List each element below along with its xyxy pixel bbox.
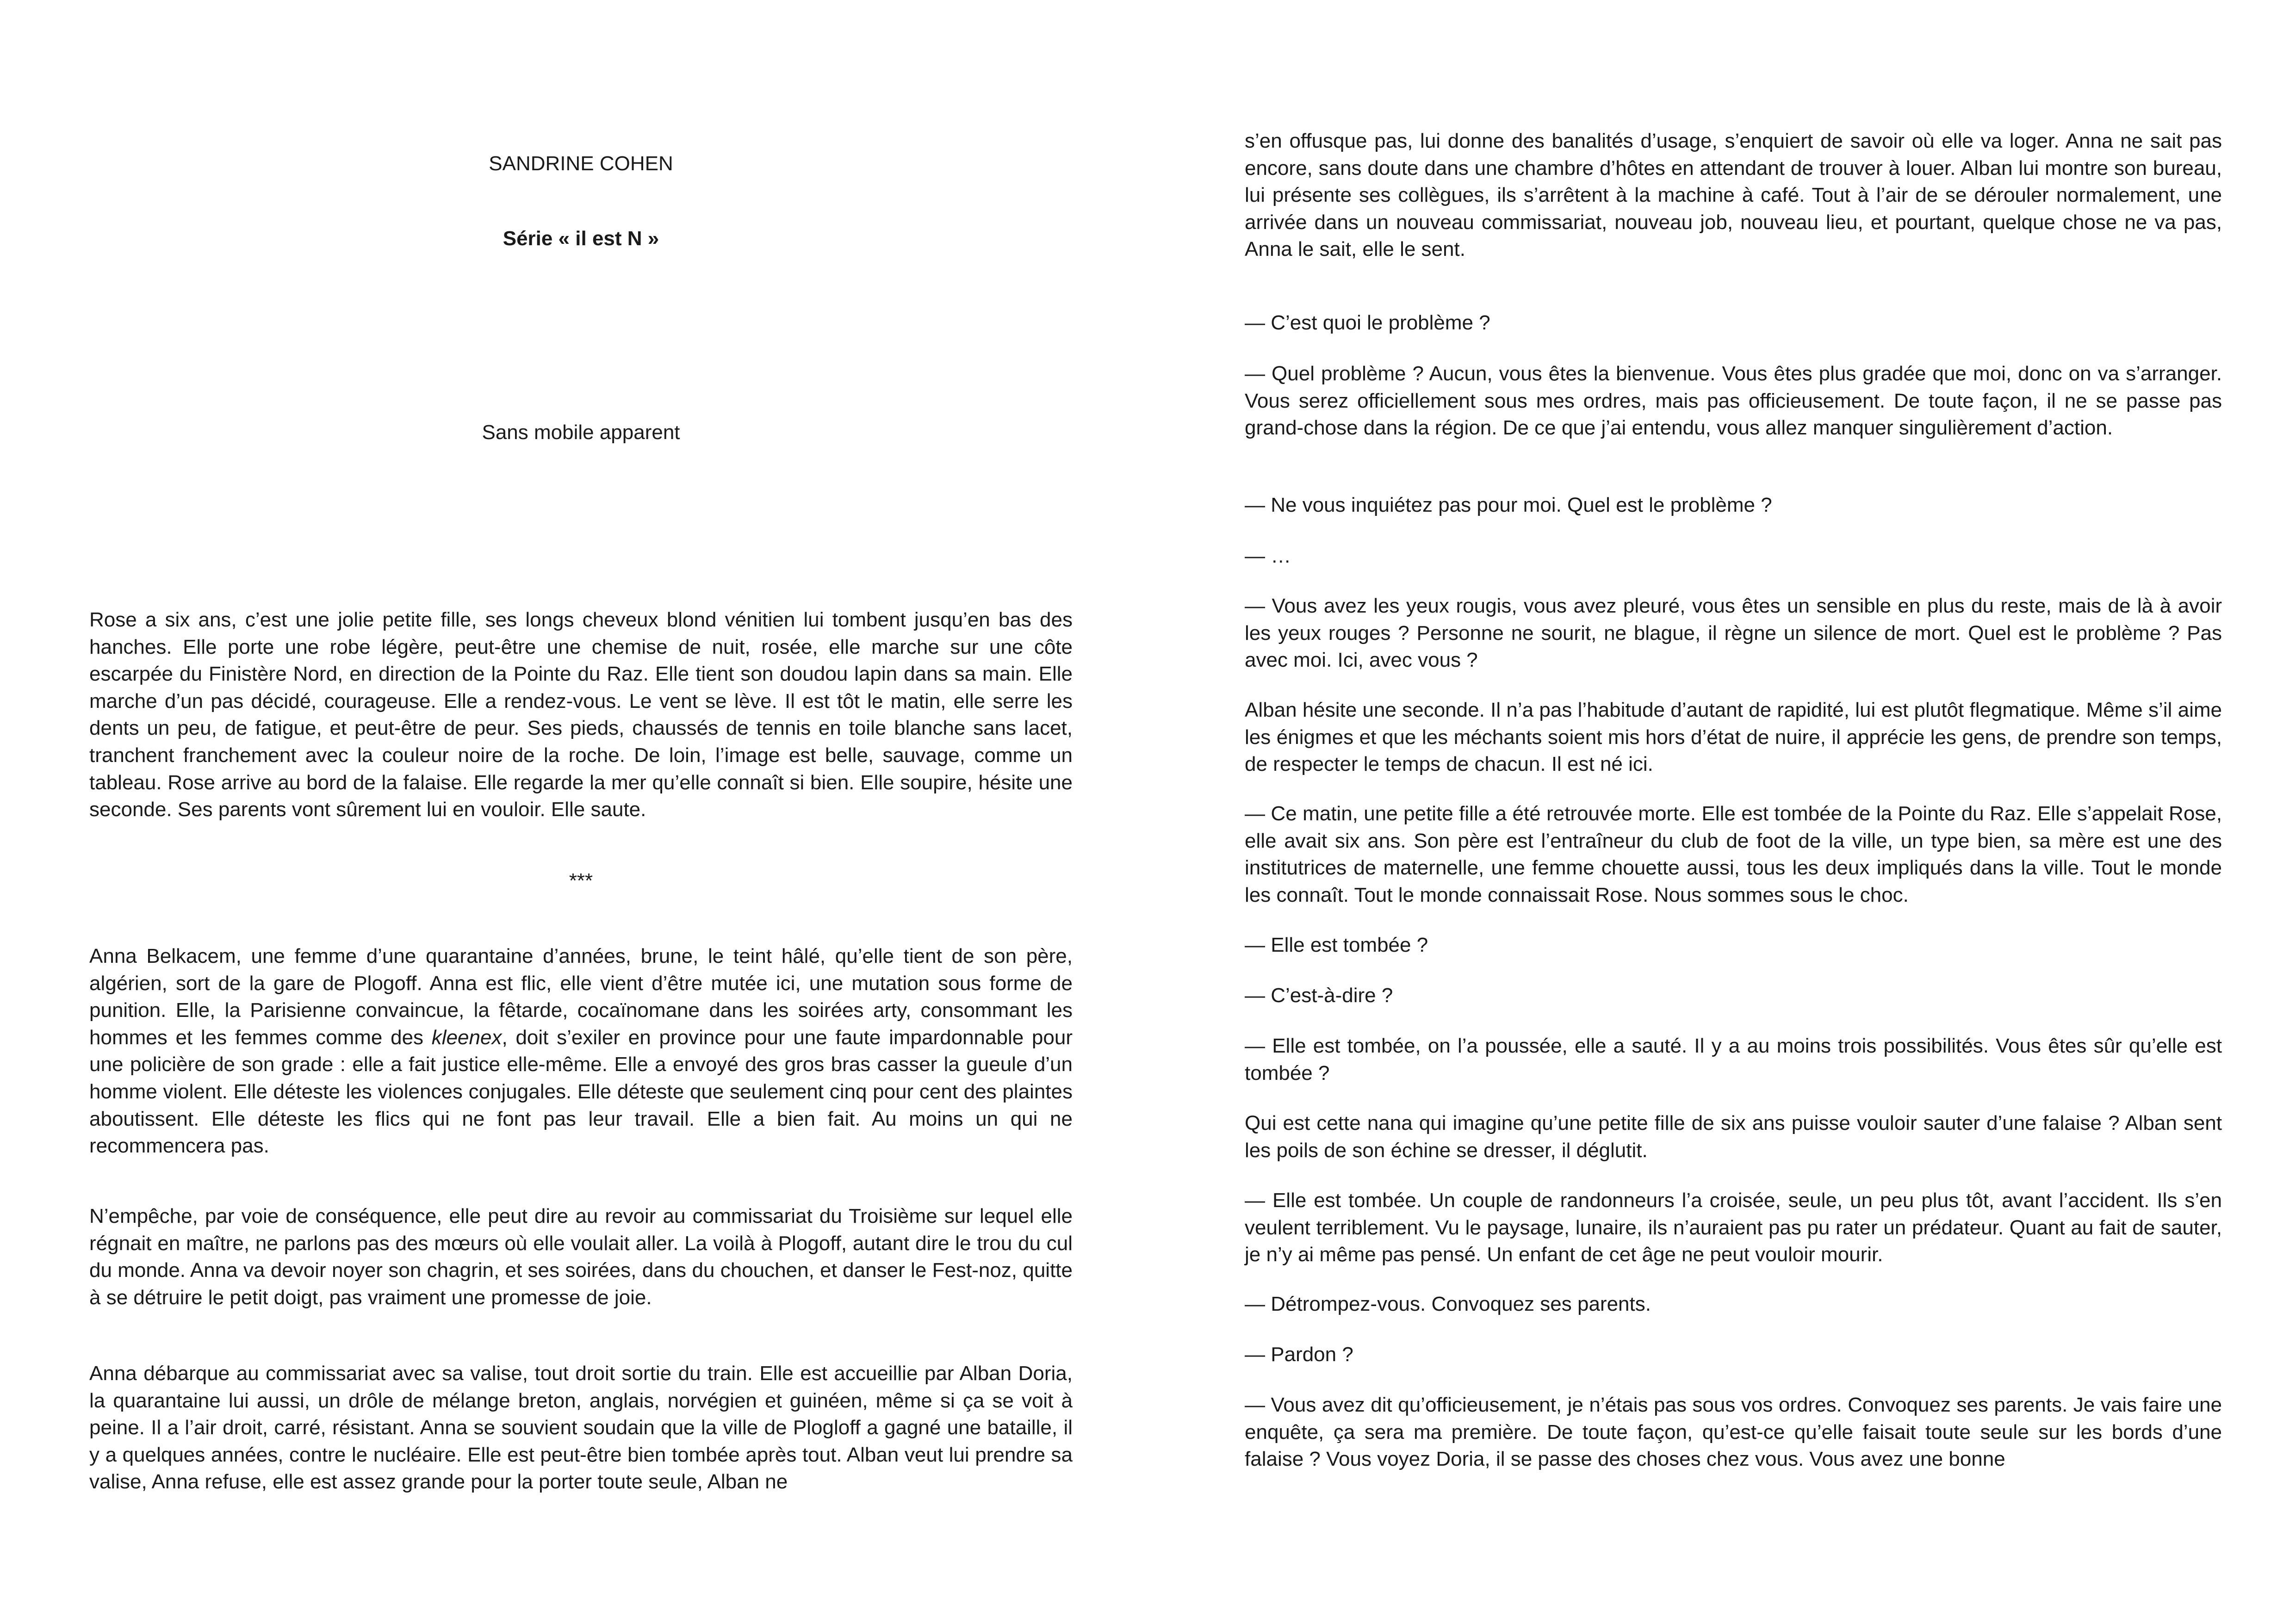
paragraph-1: s’en offusque pas, lui donne des banalités d’usage, s’enquiert de savoir où elle va loger. Anna ne sait pas encore, sans doute dans une chambre d’hôtes en attendant de trouver à louer. Alban lui montre son bureau, lui présente ses collègues, ils s’arrêtent à la machine à café. Tout à l’air de se dérouler normalement, une arrivée dans un nouveau commissariat, nouveau job, nouveau lieu, et pourtant, quelque chose ne va pas, Anna le sait, elle le sent.: [1245, 130, 2222, 261]
dialogue-line-11: — Détrompez-vous. Convoquez ses parents.: [1245, 1293, 1651, 1315]
dialogue-line-4: — …: [1245, 545, 1291, 567]
section-separator: ***: [569, 869, 593, 892]
dialogue-line-10: — Elle est tombée. Un couple de randonneurs l’a croisée, seule, un peu plus tôt, avant l’accident. Ils s’en veulent terriblement. Vu le paysage, lunaire, ils n’auraient pas pu rater un prédateur. Quant au fait de sauter, je n’y ai même pas pensé. Un enfant de cet âge ne peut vouloir mourir.: [1245, 1189, 2222, 1266]
dialogue-line-9: — Elle est tombée, on l’a poussée, elle a sauté. Il y a au moins trois possibilités. Vous êtes sûr qu’elle est tombée ?: [1245, 1035, 2222, 1084]
dialogue-line-1: — C’est quoi le problème ?: [1245, 311, 1490, 334]
book-title: Sans mobile apparent: [482, 421, 680, 444]
dialogue-line-3: — Ne vous inquiétez pas pour moi. Quel est le problème ?: [1245, 494, 1772, 516]
dialogue-line-13: — Vous avez dit qu’officieusement, je n’étais pas sous vos ordres. Convoquez ses parents. Je vais faire une enquête, ça sera ma première. De toute façon, qu’est-ce qu’elle faisait toute seule sur les bords d’une falaise ? Vous voyez Doria, il se passe des choses chez vous. Vous avez une bonne: [1245, 1394, 2222, 1471]
dialogue-line-5: — Vous avez les yeux rougis, vous avez pleuré, vous êtes un sensible en plus du reste, mais de là à avoir les yeux rouges ? Personne ne sourit, ne blague, il règne un silence de mort. Quel est le problème ? Pas avec moi. Ici, avec vous ?: [1245, 595, 2222, 672]
dialogue-line-8: — C’est-à-dire ?: [1245, 984, 1393, 1007]
dialogue-line-12: — Pardon ?: [1245, 1343, 1353, 1366]
paragraph-anna-part-2: , doit s’exiler en province pour une faute impardonnable pour une policière de son grade : elle a fait justice elle-même. Elle a envoyé des gros bras casser la gueule d’un homme violent. Elle déteste les violences conjugales. Elle déteste que seulement cinq pour cent des plaintes aboutissent. Elle déteste les flics qui ne font pas leur travail. Elle a bien fait. Au moins un qui ne recommencera pas.: [89, 1026, 1073, 1158]
paragraph-debarque: Anna débarque au commissariat avec sa valise, tout droit sortie du train. Elle est accueillie par Alban Doria, la quarantaine lui aussi, un drôle de mélange breton, anglais, norvégien et guinéen, même si ça se voit à peine. Il a l’air droit, carré, résistant. Anna se souvient soudain que la ville de Plogloff a gagné une bataille, il y a quelques années, contre le nucléaire. Elle est peut-être bien tombée après tout. Alban veut lui prendre sa valise, Anna refuse, elle est assez grande pour la porter toute seule, Alban ne: [89, 1362, 1073, 1493]
dialogue-line-7: — Elle est tombée ?: [1245, 934, 1428, 956]
paragraph-anna: [89, 943, 1073, 1160]
paragraph-nempeche: N’empêche, par voie de conséquence, elle peut dire au revoir au commissariat du Troisième sur lequel elle régnait en maître, ne parlons pas des mœurs où elle voulait aller. La voilà à Plogoff, autant dire le trou du cul du monde. Anna va devoir noyer son chagrin, et ses soirées, dans du chouchen, et danser le Fest-noz, quitte à se détruire le petit doigt, pas vraiment une promesse de joie.: [89, 1205, 1073, 1309]
dialogue-line-2: — Quel problème ? Aucun, vous êtes la bienvenue. Vous êtes plus gradée que moi, donc on va s’arranger. Vous serez officiellement sous mes ordres, mais pas officieusement. De toute façon, il ne se passe pas grand-chose dans la région. De ce que j’ai entendu, vous allez manquer singulièrement d’action.: [1245, 362, 2222, 440]
series-title: Série « il est N »: [503, 227, 659, 250]
paragraph-rose: Rose a six ans, c’est une jolie petite fille, ses longs cheveux blond vénitien lui tombent jusqu’en bas des hanches. Elle porte une robe légère, peut-être une chemise de nuit, rosée, elle marche sur une côte escarpée du Finistère Nord, en direction de la Pointe du Raz. Elle tient son doudou lapin dans sa main. Elle marche d’un pas décidé, courageuse. Elle a rendez-vous. Le vent se lève. Il est tôt le matin, elle serre les dents un peu, de fatigue, et peut-être de peur. Ses pieds, chaussés de tennis en toile blanche sans lacet, tranchent franchement avec la couleur noire de la roche. De loin, l’image est belle, sauvage, comme un tableau. Rose arrive au bord de la falaise. Elle regarde la mer qu’elle connaît si bien. Elle soupire, hésite une seconde. Ses parents vont sûrement lui en vouloir. Elle saute.: [89, 608, 1073, 821]
paragraph-qui-est: Qui est cette nana qui imagine qu’une petite fille de six ans puisse vouloir sauter d’une falaise ? Alban sent les poils de son échine se dresser, il déglutit.: [1245, 1112, 2222, 1162]
paragraph-anna-italic-word: kleenex: [431, 1026, 502, 1049]
dialogue-line-6: — Ce matin, une petite fille a été retrouvée morte. Elle est tombée de la Pointe du Raz. Elle s’appelait Rose, elle avait six ans. Son père est l’entraîneur du club de foot de la ville, un type bien, sa mère est une des institutrices de maternelle, une femme chouette aussi, tous les deux impliqués dans la ville. Tout le monde les connaît. Tout le monde connaissait Rose. Nous sommes sous le choc.: [1245, 802, 2222, 906]
paragraph-alban-hesite: Alban hésite une seconde. Il n’a pas l’habitude d’autant de rapidité, lui est plutôt flegmatique. Même s’il aime les énigmes et que les méchants soient mis hors d’état de nuire, il apprécie les gens, de prendre son temps, de respecter le temps de chacun. Il est né ici.: [1245, 699, 2222, 776]
author-name: SANDRINE COHEN: [489, 152, 673, 175]
paragraph-anna-part-1: Anna Belkacem, une femme d’une quarantaine d’années, brune, le teint hâlé, qu’elle tient de son père, algérien, sort de la gare de Plogoff. Anna est flic, elle vient d’être mutée ici, une mutation sous forme de punition. Elle, la Parisienne convaincue, la fêtarde, cocaïnomane dans les soirées arty, consommant les hommes et les femmes comme des: [89, 945, 1073, 1049]
